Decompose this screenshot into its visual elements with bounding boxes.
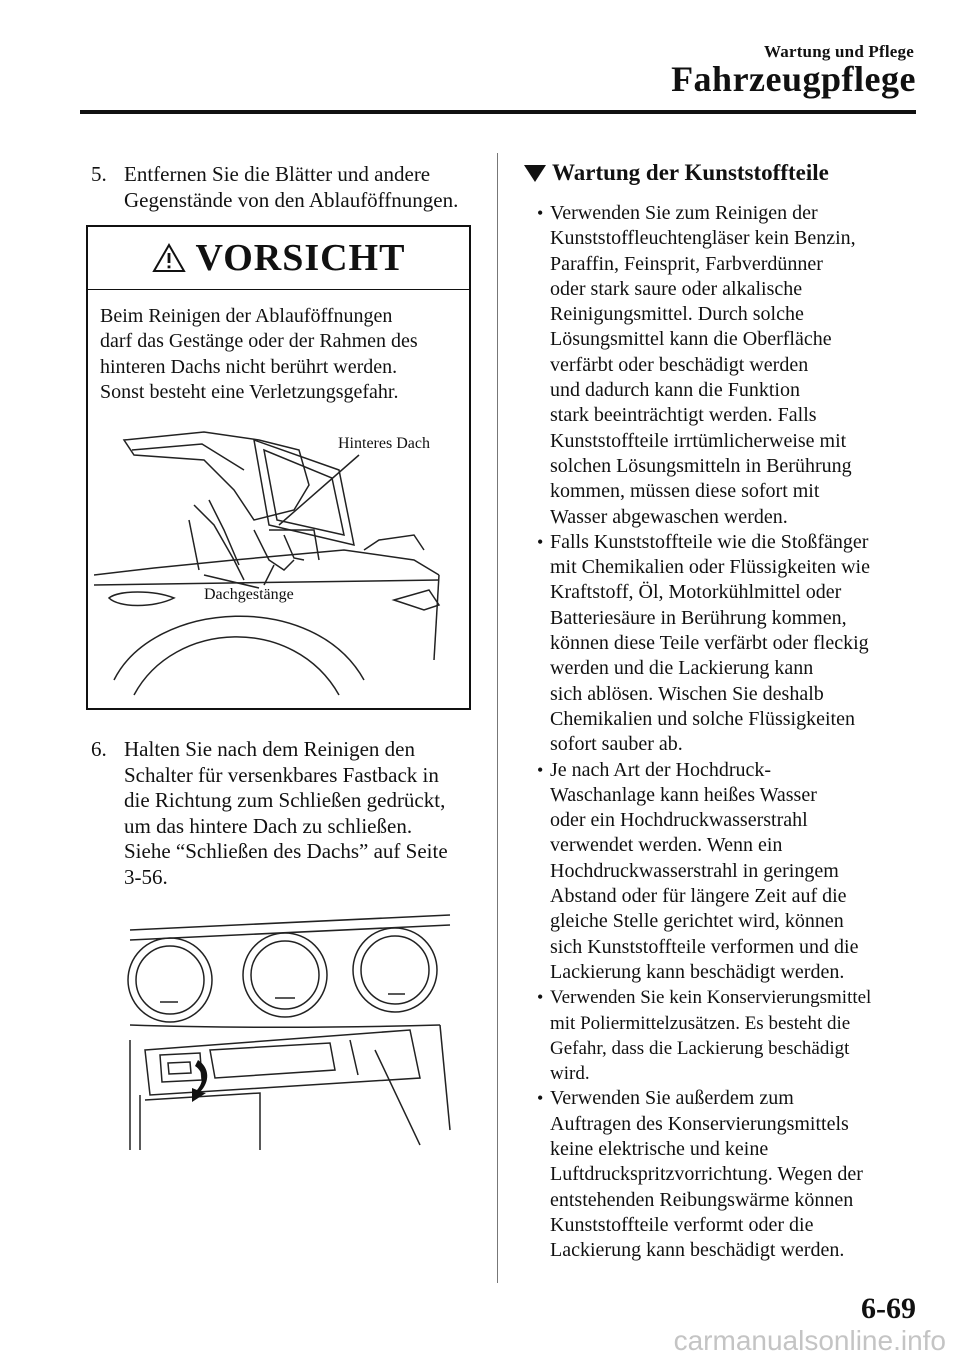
list-item (530, 530, 920, 758)
page-number: 6-69 (861, 1292, 916, 1325)
list-item-text: Verwenden Sie kein Konservierungsmittel mit Poliermittelzusätzen. Es besteht die Gefahr, dass die Lackierung beschädigt wird. (550, 987, 872, 1085)
step-number: 6. (91, 737, 107, 761)
section-label: Wartung und Pflege (763, 42, 914, 61)
list-item-text: Verwenden Sie außerdem zum Auftragen des Konservierungsmittels keine elektrische und keine Luftdruckspritzvorrichtung. Wegen der entstehenden Reibungswärme können Kunststoffteile verformt oder die Lackierung kann beschädigt werden. (550, 1087, 863, 1262)
step-number: 5. (91, 162, 107, 186)
list-item-text: Verwenden Sie zum Reinigen der Kunststoffleuchtengläser kein Benzin, Paraffin, Feinsprit, Farbverdünner oder stark saure oder alkalische Reinigungsmittel. Durch solche Lösungsmittel kann die Oberfläche verfärbt oder beschädigt werden und dadurch kann die Funktion stark beeinträchtigt werden. Falls Kunststoffteile irrtümlicherweise mit solchen Lösungsmitteln in Berührung kommen, müssen diese sofort mit Wasser abgewaschen werden. (550, 202, 856, 528)
caution-text: Beim Reinigen der Ablauföffnungen darf das Gestänge oder der Rahmen des hinteren Dachs nicht berührt werden. Sonst besteht eine Verletzungsgefahr. (100, 305, 418, 404)
step-6 (91, 737, 448, 891)
bullet-icon: • (537, 987, 544, 1008)
step-text: Halten Sie nach dem Reinigen den Schalter für versenkbares Fastback in die Richtung zum Schließen gedrückt, um das hintere Dach zu schließen. Siehe “Schließen des Dachs” auf Seite 3-56. (124, 737, 448, 889)
bullet-icon: • (537, 759, 544, 780)
linkage-label: Dachgestänge (204, 586, 294, 603)
caution-title: VORSICHT (195, 237, 406, 279)
header-rule (80, 110, 916, 114)
list-item-text: Je nach Art der Hochdruck- Waschanlage kann heißes Wasser oder ein Hochdruckwasserstrahl verwendet werden. Wenn ein Hochdruckwasserstrahl in geringem Abstand oder für längere Zeit auf die gleiche Stelle gerichtet wird, können sich Kunststoffteile verformen und die Lackierung kann beschädigt werden. (550, 758, 859, 983)
list-item (530, 201, 920, 530)
list-item (530, 1086, 920, 1263)
bullet-list (530, 201, 920, 1263)
warning-icon (152, 243, 186, 273)
section-heading-text: Wartung der Kunststoffteile (552, 160, 829, 185)
caution-header (88, 227, 469, 290)
step-text: Entfernen Sie die Blätter und andere Gegenstände von den Ablauföffnungen. (124, 162, 459, 212)
section-heading (524, 160, 829, 186)
bullet-icon: • (537, 203, 544, 223)
list-item (530, 985, 920, 1086)
step-5 (91, 162, 458, 213)
list-item (530, 758, 920, 986)
bullet-icon: • (537, 531, 544, 552)
triangle-marker-icon (524, 165, 546, 182)
watermark: carmanualsonline.info (673, 1325, 946, 1356)
page-title: Fahrzeugpflege (671, 59, 916, 99)
bullet-icon: • (537, 1088, 544, 1109)
column-divider (497, 153, 498, 1283)
rear-roof-label: Hinteres Dach (338, 435, 430, 452)
list-item-text: Falls Kunststoffteile wie die Stoßfänger mit Chemikalien oder Flüssigkeiten wie Kraftstoff, Öl, Motorkühlmittel oder Batteriesäure in Berührung kommen, können diese Teile verfärbt oder fleckig werden und die Lackierung kann sich ablösen. Wischen Sie deshalb Chemikalien und solche Flüssigkeiten sofort sauber ab. (550, 530, 870, 756)
rear-roof-illustration (94, 410, 464, 700)
dashboard-switch-illustration (120, 910, 460, 1150)
